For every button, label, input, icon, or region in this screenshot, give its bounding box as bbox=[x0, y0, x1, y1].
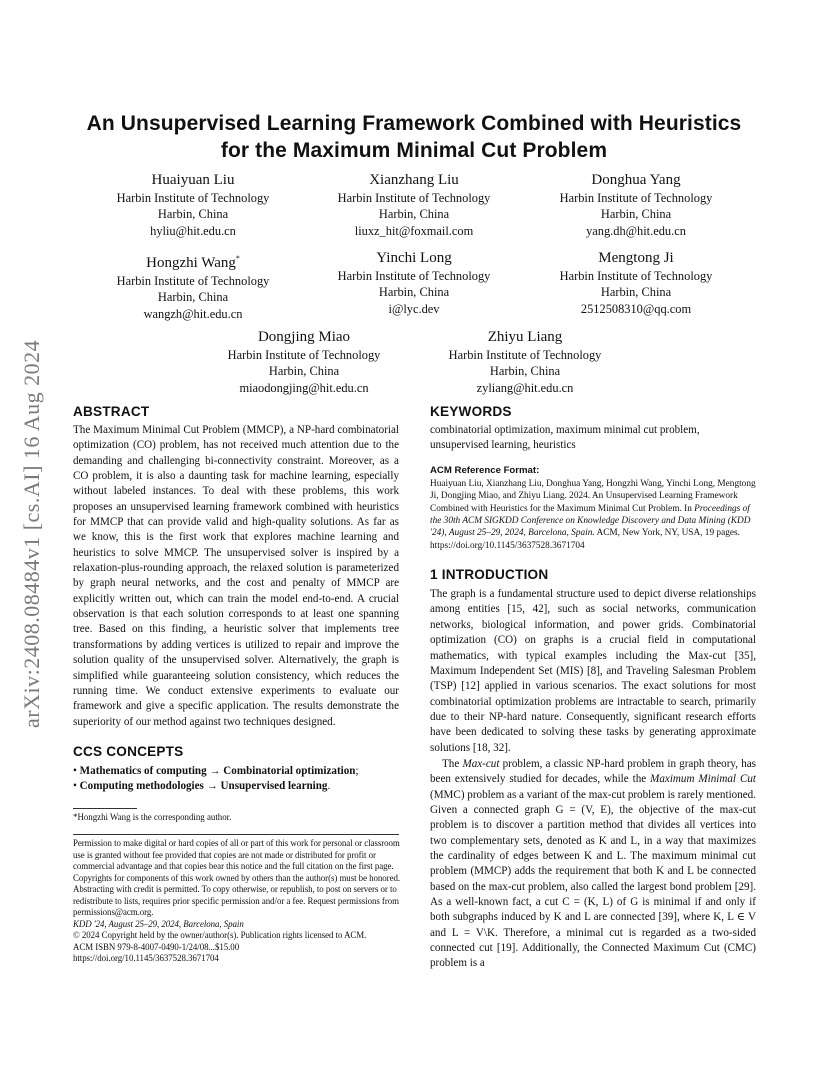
title-line-2: for the Maximum Minimal Cut Problem bbox=[220, 139, 608, 162]
author-name: Donghua Yang bbox=[591, 172, 681, 188]
author-location: Harbin, China bbox=[378, 207, 450, 222]
acm-ref-heading: ACM Reference Format: bbox=[430, 464, 540, 476]
ccs-item: • Computing methodologies → Unsupervised learning. bbox=[73, 780, 331, 793]
author-name: Xianzhang Liu bbox=[369, 172, 459, 188]
author-block bbox=[405, 328, 645, 396]
author-block bbox=[73, 171, 313, 239]
conference-line: KDD '24, August 25–29, 2024, Barcelona, Spain bbox=[73, 918, 244, 929]
author-location: Harbin, China bbox=[600, 207, 672, 222]
author-name: Yinchi Long bbox=[376, 250, 452, 266]
author-location: Harbin, China bbox=[268, 364, 340, 379]
right-column bbox=[430, 403, 756, 972]
author-location: Harbin, China bbox=[600, 285, 672, 300]
author-affiliation: Harbin Institute of Technology bbox=[337, 191, 491, 205]
acm-ref-text: Huaiyuan Liu, Xianzhang Liu, Donghua Yang, Hongzhi Wang, Yinchi Long, Mengtong Ji, Dongjing Miao, and Zhiyu Liang. 2024. An Unsupervised Learning Framework Combined with Heuristics for the Maximum Minimal Cut Problem. In Proceedings of the 30th ACM SIGKDD Conference on Knowledge Discovery and Data Mining (KDD '24), August 25–29, 2024, Barcelona, Spain. ACM, New York, NY, USA, 19 pages. https://doi.org/10.1145/3637528.3671704 bbox=[430, 478, 756, 551]
author-email: yang.dh@hit.edu.cn bbox=[586, 223, 686, 238]
author-affiliation: Harbin Institute of Technology bbox=[116, 191, 270, 205]
author-affiliation: Harbin Institute of Technology bbox=[448, 348, 602, 362]
author-name: Dongjing Miao bbox=[257, 329, 351, 345]
intro-paragraph: The Max-cut problem, a classic NP-hard problem in graph theory, has been extensively studied for decades, while the Maximum Minimal Cut (MMC) problem as a variant of the max-cut problem is rarely mentioned. Given a connected graph G = (V, E), the objective of the max-cut problem is to discover a partition method that divides all vertices into two complementary sets, denoted as K and L, in a way that maximizes the cardinality of edges between K and L. The maximum minimal cut problem (MMCP) adds the requirement that both K and L be connected based on the max-cut problem, also called the largest bond problem [29]. As a well-known fact, a cut C = (K, L) of G is minimal if and only if both subgraphs induced by K and L are connected [39], where K, L ∈ V and L = V\K. Therefore, a minimal cut is regarded as a two-sided connected cut [19]. Additionally, the Connected Maximum Cut (CMC) problem is a bbox=[430, 757, 757, 970]
intro-heading: 1 INTRODUCTION bbox=[430, 567, 549, 583]
author-block bbox=[73, 249, 313, 322]
author-block bbox=[184, 328, 424, 396]
author-block bbox=[516, 249, 756, 317]
paper-title bbox=[40, 110, 788, 164]
author-email: liuxz_hit@foxmail.com bbox=[354, 223, 474, 238]
author-block bbox=[516, 171, 756, 239]
footnote: *Hongzhi Wang is the corresponding author. bbox=[73, 812, 232, 822]
author-affiliation: Harbin Institute of Technology bbox=[559, 191, 713, 205]
author-name: Zhiyu Liang bbox=[487, 329, 563, 345]
abstract-heading: ABSTRACT bbox=[73, 404, 150, 419]
keywords-text: combinatorial optimization, maximum minimal cut problem, unsupervised learning, heuristics bbox=[430, 424, 700, 452]
permission-text: Permission to make digital or hard copies of all or part of this work for personal or classroom use is granted without fee provided that copies are not made or distributed for profit or commercial advantage and that copies bear this notice and the full citation on the first page. Copyrights for components of this work owned by others than the author(s) must be honored. Abstracting with credit is permitted. To copy otherwise, or republish, to post on servers or to redistribute to lists, requires prior specific permission and/or a fee. Request permissions from permissions@acm.org. bbox=[73, 838, 401, 917]
left-column bbox=[73, 403, 399, 795]
title-line-1: An Unsupervised Learning Framework Combined with Heuristics bbox=[86, 112, 742, 135]
author-email: i@lyc.dev bbox=[388, 301, 440, 316]
doi-line: https://doi.org/10.1145/3637528.3671704 bbox=[73, 953, 219, 963]
author-affiliation: Harbin Institute of Technology bbox=[559, 269, 713, 283]
author-block bbox=[294, 171, 534, 239]
author-name: Hongzhi Wang* bbox=[146, 254, 240, 271]
author-email: wangzh@hit.edu.cn bbox=[143, 306, 243, 321]
corresponding-mark: * bbox=[235, 254, 240, 263]
author-email: 2512508310@qq.com bbox=[580, 301, 692, 316]
author-location: Harbin, China bbox=[157, 290, 229, 305]
permission-rule bbox=[73, 834, 399, 835]
arxiv-stamp: arXiv:2408.08484v1 [cs.AI] 16 Aug 2024 bbox=[19, 339, 44, 728]
permission-block bbox=[73, 838, 403, 965]
author-name: Mengtong Ji bbox=[598, 250, 674, 266]
isbn-line: ACM ISBN 979-8-4007-0490-1/24/08...$15.00 bbox=[73, 941, 240, 952]
author-affiliation: Harbin Institute of Technology bbox=[337, 269, 491, 283]
author-email: zyliang@hit.edu.cn bbox=[476, 380, 574, 395]
ccs-item: • Mathematics of computing → Combinatorial optimization; bbox=[73, 764, 359, 777]
abstract-text: The Maximum Minimal Cut Problem (MMCP), a NP-hard combinatorial optimization (CO) problem, has not received much attention due to the demanding and challenging bi-connectivity constraint. Moreover, as a CO problem, it is also a daunting task for machine learning, especially without labeled instances. To deal with these problems, this work proposes an unsupervised learning framework combined with heuristics for MMCP that can provide valid and high-quality solutions. As far as we know, this is the first work that explores machine learning and heuristics to solve MMCP. The unsupervised solver is inspired by a relaxation-plus-rounding approach, the relaxed solution is parameterized by graph neural networks, and the cost and penalty of MMCP are explicitly written out, which can train the model end-to-end. A crucial observation is that each solution corresponds to at least one spanning tree. Based on this finding, a heuristic solver that implements tree transformations by adding vertices is utilized to repair and improve the solution quality of the unsupervised solver. Alternatively, the graph is simplified while guaranteeing solution consistency, which reduces the running time. We conduct extensive experiments to evaluate our framework and give a specific application. The results demonstrate the superiority of our method against two techniques designed. bbox=[73, 424, 399, 728]
author-affiliation: Harbin Institute of Technology bbox=[116, 274, 270, 288]
author-location: Harbin, China bbox=[157, 207, 229, 222]
author-block bbox=[294, 249, 534, 317]
author-email: miaodongjing@hit.edu.cn bbox=[239, 380, 369, 395]
keywords-heading: KEYWORDS bbox=[430, 404, 512, 419]
footnote-rule bbox=[73, 808, 137, 809]
copyright-line: © 2024 Copyright held by the owner/author(s). Publication rights licensed to ACM. bbox=[73, 930, 367, 940]
author-location: Harbin, China bbox=[489, 364, 561, 379]
author-email: hyliu@hit.edu.cn bbox=[150, 223, 236, 238]
intro-paragraph: The graph is a fundamental structure used to depict diverse relationships among entities [15, 42], such as social networks, communication networks, biological information, and power grids. Combinatorial optimization (CO) on graphs is a crucial field in computational mathematics, with typical examples including the Max-cut [35], Maximum Independent Set (MIS) [8], and Traveling Salesman Problem (TSP) [12] applied in various scenarios. The exact solutions for most combinatorial optimization problems are intractable to search, primarily due to their NP-hard nature. Consequently, significant research efforts have been dedicated to solving these tasks by generating approximate solutions [18, 32]. bbox=[430, 588, 756, 754]
author-affiliation: Harbin Institute of Technology bbox=[227, 348, 381, 362]
author-location: Harbin, China bbox=[378, 285, 450, 300]
ccs-heading: CCS CONCEPTS bbox=[73, 743, 184, 759]
author-name: Huaiyuan Liu bbox=[151, 172, 235, 188]
